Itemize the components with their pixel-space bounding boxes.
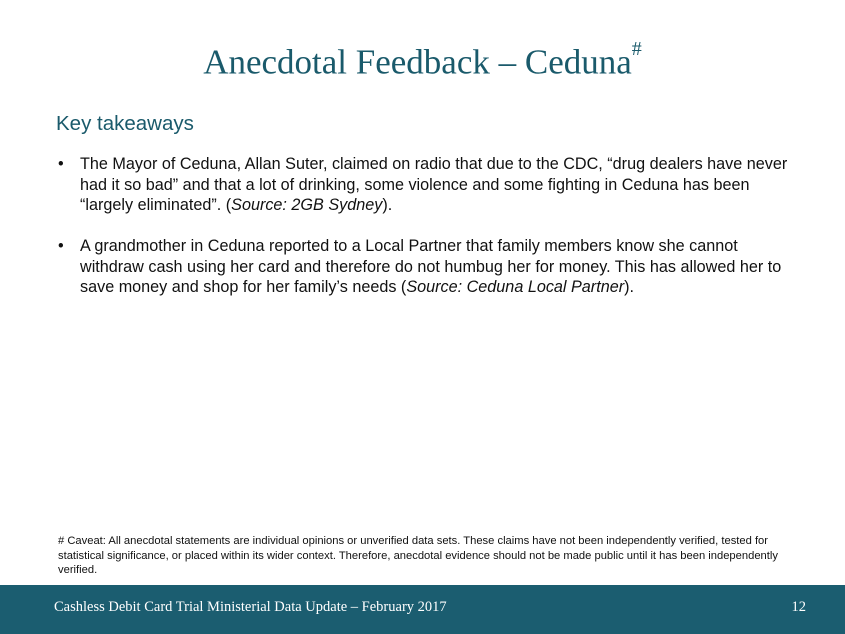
page-number: 12 (791, 599, 806, 615)
bullet-marker: • (58, 237, 64, 255)
footer-text: Cashless Debit Card Trial Ministerial Data Update – February 2017 (54, 599, 447, 615)
caveat-note: # Caveat: All anecdotal statements are individual opinions or unverified data sets. These claims have not been independently verified, tested for statistical significance, or placed within its wider context. Therefore, anecdotal evidence should not be made public until it has been independently verified. (58, 535, 778, 576)
bullet-list (58, 154, 798, 318)
footer-bar (0, 585, 845, 634)
bullet-text-end: ). (624, 278, 634, 296)
slide-title-text: Anecdotal Feedback – Ceduna (203, 42, 632, 82)
title-superscript: # (631, 38, 642, 60)
subheading: Key takeaways (56, 112, 194, 135)
bullet-text-end: ). (382, 196, 393, 214)
bullet-item (58, 236, 798, 298)
bullet-marker: • (58, 155, 64, 173)
bullet-text: A grandmother in Ceduna reported to a Local Partner that family members know she cannot withdraw cash using her card and therefore do not humbug her for money. This has allowed her to save money and shop for her family’s needs ( (80, 237, 782, 296)
bullet-source: Source: Ceduna Local Partner (406, 278, 625, 296)
bullet-item (58, 154, 798, 216)
slide-title (0, 30, 845, 88)
bullet-source: Source: 2GB Sydney (231, 196, 383, 214)
bullet-text: The Mayor of Ceduna, Allan Suter, claimed on radio that due to the CDC, “drug dealers have never had it so bad” and that a lot of drinking, some violence and some fighting in Ceduna has been “largely eliminated”. ( (80, 155, 788, 214)
